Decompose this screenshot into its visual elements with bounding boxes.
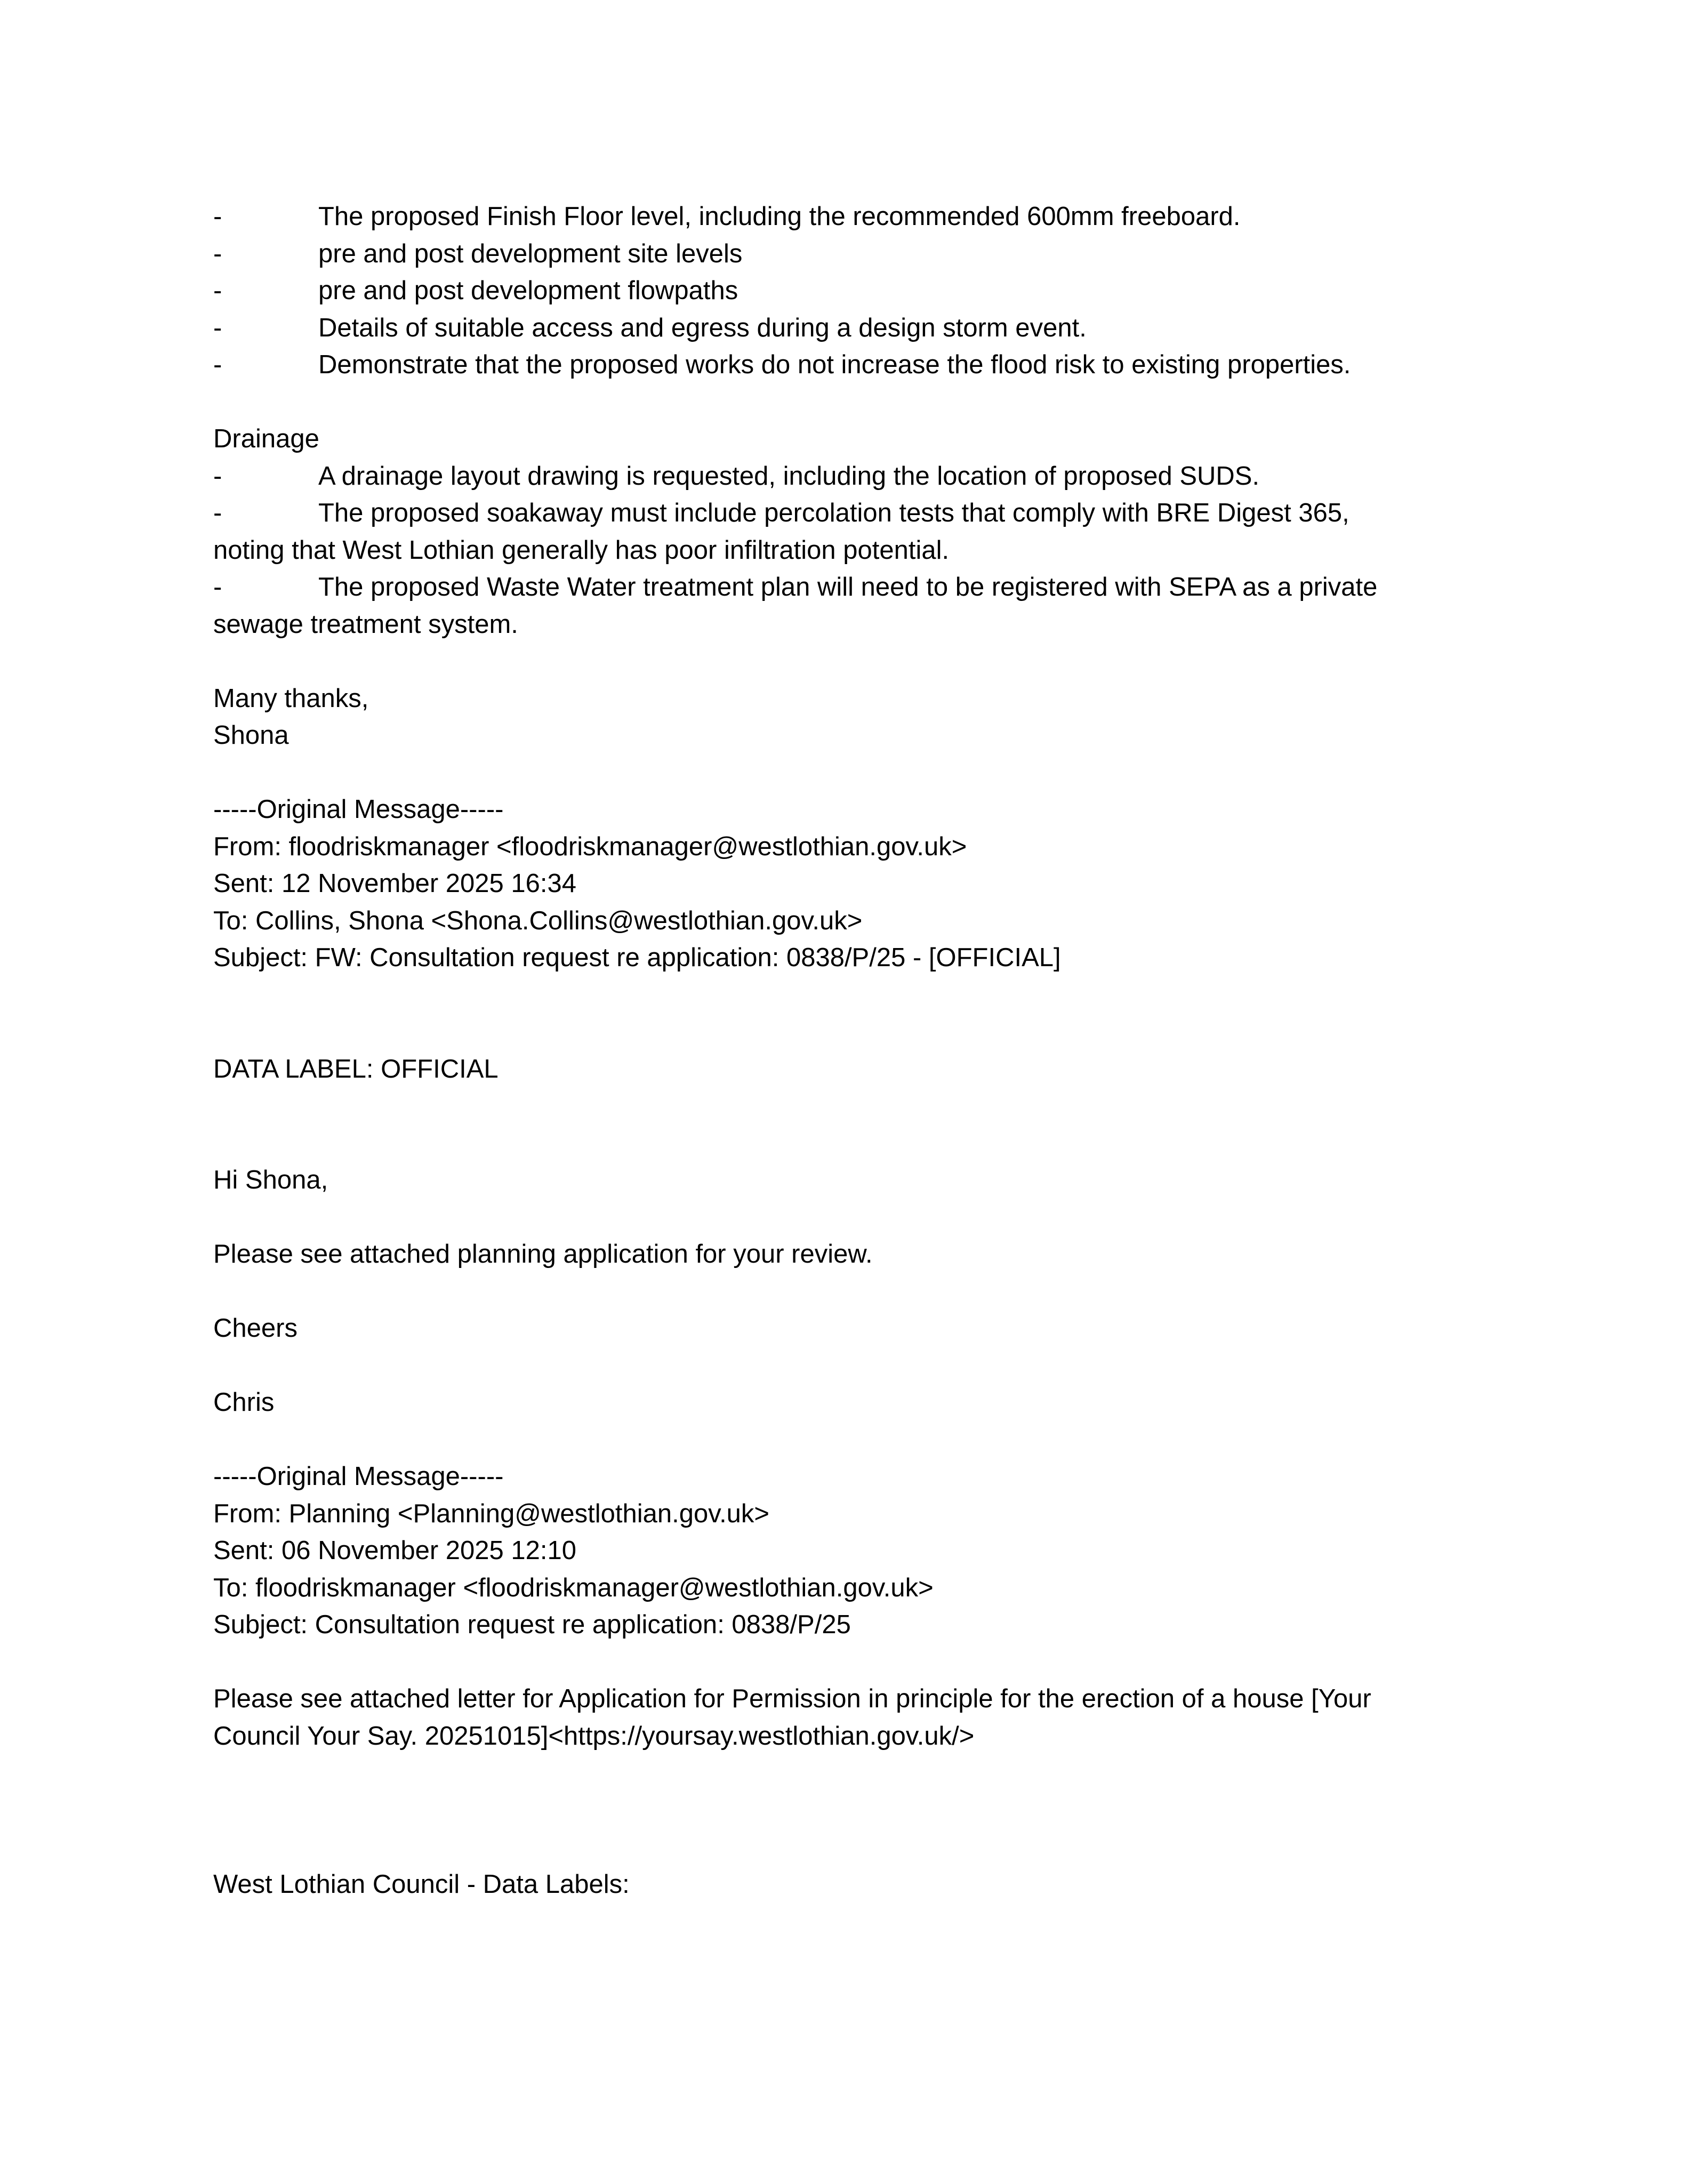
bullet-dash: - bbox=[213, 202, 222, 231]
email-body-line: Council Your Say. 20251015]<https://yoursay.westlothian.gov.uk/> bbox=[213, 1721, 975, 1751]
email-closing: Cheers bbox=[213, 1314, 298, 1343]
email-sender-name: Chris bbox=[213, 1388, 275, 1417]
signoff-name: Shona bbox=[213, 721, 289, 750]
bullet-dash: - bbox=[213, 350, 222, 379]
email-sent: Sent: 06 November 2025 12:10 bbox=[213, 1536, 577, 1565]
bullet-text: Details of suitable access and egress during a design storm event. bbox=[318, 313, 1087, 342]
bullet-item bbox=[213, 458, 1504, 495]
bullet-text: pre and post development flowpaths bbox=[318, 276, 738, 305]
email-document bbox=[213, 198, 1504, 1903]
bullet-dash: - bbox=[213, 239, 222, 268]
email-from: From: Planning <Planning@westlothian.gov.uk> bbox=[213, 1499, 770, 1528]
bullet-text: The proposed soakaway must include percolation tests that comply with BRE Digest 365, bbox=[318, 499, 1349, 527]
bullet-dash: - bbox=[213, 461, 222, 491]
bullet-dash: - bbox=[213, 573, 222, 601]
original-message-separator: -----Original Message----- bbox=[213, 795, 504, 824]
data-label: DATA LABEL: OFFICIAL bbox=[213, 1054, 499, 1083]
bullet-item bbox=[213, 236, 1504, 273]
email-greeting: Hi Shona, bbox=[213, 1166, 328, 1194]
drainage-heading: Drainage bbox=[213, 424, 319, 453]
bullet-text: The proposed Waste Water treatment plan will need to be registered with SEPA as a private bbox=[318, 573, 1378, 601]
bullet-item bbox=[213, 347, 1504, 384]
data-labels-heading: West Lothian Council - Data Labels: bbox=[213, 1869, 630, 1899]
bullet-text: pre and post development site levels bbox=[318, 239, 743, 268]
bullet-item bbox=[213, 198, 1504, 236]
bullet-dash: - bbox=[213, 499, 222, 527]
bullet-text: Demonstrate that the proposed works do not increase the flood risk to existing properties. bbox=[318, 350, 1351, 379]
email-from: From: floodriskmanager <floodriskmanager@westlothian.gov.uk> bbox=[213, 832, 967, 861]
email-body-line: Please see attached letter for Application for Permission in principle for the erection of a house [Your bbox=[213, 1684, 1371, 1713]
bullet-item bbox=[213, 569, 1504, 606]
email-body: Please see attached planning application for your review. bbox=[213, 1240, 873, 1268]
email-to: To: Collins, Shona <Shona.Collins@westlothian.gov.uk> bbox=[213, 906, 863, 935]
original-message-separator: -----Original Message----- bbox=[213, 1462, 504, 1491]
email-subject: Subject: Consultation request re application: 0838/P/25 bbox=[213, 1610, 851, 1639]
bullet-item bbox=[213, 272, 1504, 310]
signoff-thanks: Many thanks, bbox=[213, 684, 369, 713]
bullet-continuation: sewage treatment system. bbox=[213, 609, 518, 639]
bullet-text: A drainage layout drawing is requested, including the location of proposed SUDS. bbox=[318, 461, 1260, 491]
email-sent: Sent: 12 November 2025 16:34 bbox=[213, 869, 577, 898]
bullet-item bbox=[213, 495, 1504, 532]
bullet-dash: - bbox=[213, 313, 222, 342]
email-to: To: floodriskmanager <floodriskmanager@westlothian.gov.uk> bbox=[213, 1573, 934, 1602]
bullet-continuation: noting that West Lothian generally has poor infiltration potential. bbox=[213, 535, 950, 565]
email-subject: Subject: FW: Consultation request re application: 0838/P/25 - [OFFICIAL] bbox=[213, 943, 1061, 972]
bullet-text: The proposed Finish Floor level, including the recommended 600mm freeboard. bbox=[318, 202, 1241, 231]
bullet-item bbox=[213, 310, 1504, 347]
bullet-dash: - bbox=[213, 276, 222, 305]
